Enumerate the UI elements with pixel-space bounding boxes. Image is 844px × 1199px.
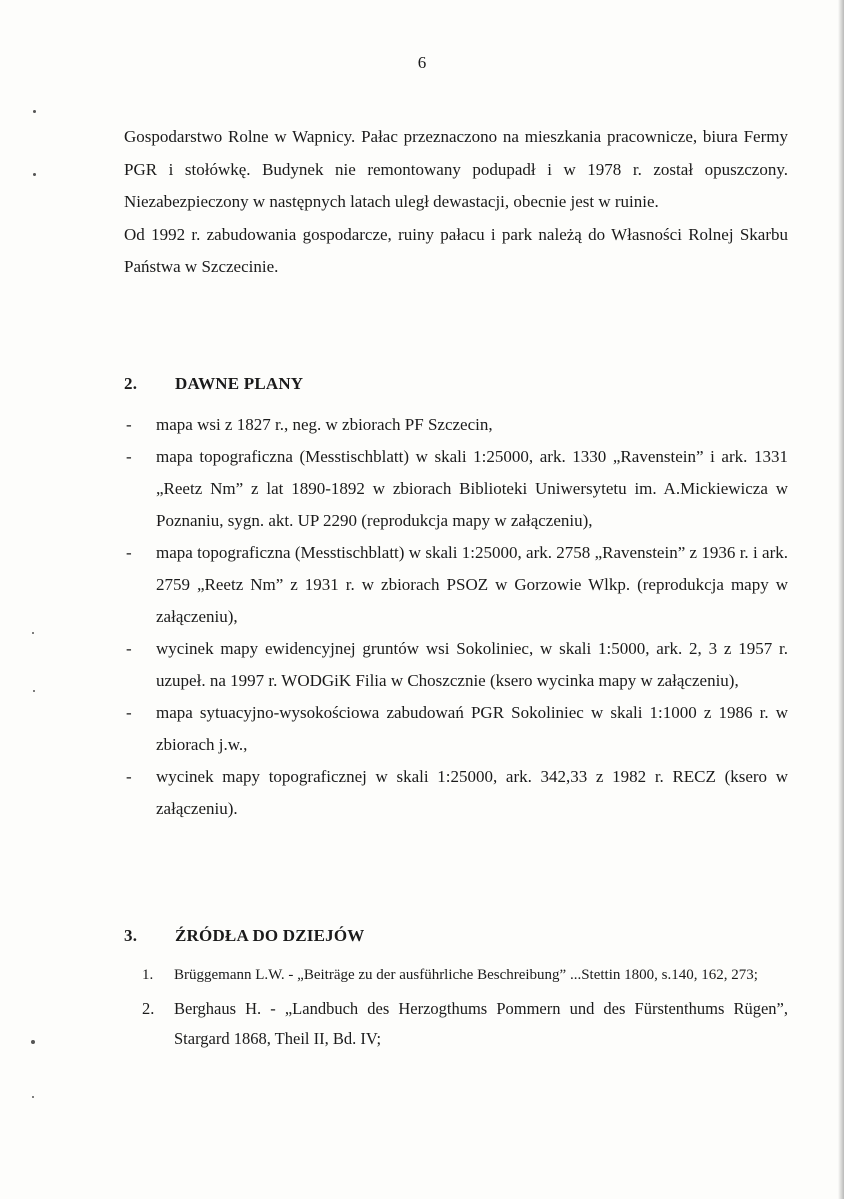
scan-speck <box>33 173 36 176</box>
list-item: - mapa topograficzna (Messtischblatt) w skali 1:25000, ark. 1330 „Ravenstein” i ark. 1331 „Reetz Nm” z lat 1890-1892 w zbiorach Biblioteki Uniwersytetu im. A.Mickiewicza w Poznaniu, sygn. akt. UP 2290 (reprodukcja mapy w załączeniu), <box>120 441 788 537</box>
section-number: 2. <box>124 374 138 393</box>
scan-speck <box>33 110 36 113</box>
source-text: Brüggemann L.W. - „Beiträge zu der ausführliche Beschreibung” ...Stettin 1800, s.140, 162, 273; <box>174 967 758 983</box>
section-heading-plans <box>124 374 303 394</box>
scan-edge-shadow <box>838 0 844 1199</box>
source-text: Berghaus H. - „Landbuch des Herzogthums Pommern und des Fürstenthums Rügen”, Stargard 1868, Theil II, Bd. IV; <box>174 999 788 1048</box>
source-number: 1. <box>142 967 154 983</box>
sources-list <box>124 960 788 1054</box>
scan-speck <box>33 690 35 692</box>
list-item: - mapa sytuacyjno-wysokościowa zabudowań PGR Sokoliniec w skali 1:1000 z 1986 r. w zbiorach j.w., <box>120 697 788 761</box>
list-item: - wycinek mapy ewidencyjnej gruntów wsi Sokoliniec, w skali 1:5000, ark. 2, 3 z 1957 r. uzupeł. na 1997 r. WODGiK Filia w Choszcznie (ksero wycinka mapy w załączeniu), <box>120 633 788 697</box>
scan-speck <box>32 632 34 634</box>
source-number: 2. <box>142 999 155 1018</box>
source-item <box>124 960 788 990</box>
list-item: - mapa topograficzna (Messtischblatt) w skali 1:25000, ark. 2758 „Ravenstein” z 1936 r. i ark. 2759 „Reetz Nm” z 1931 r. w zbiorach PSOZ w Gorzowie Wlkp. (reprodukcja mapy w załączeniu), <box>120 537 788 633</box>
intro-paragraph: Od 1992 r. zabudowania gospodarcze, ruiny pałacu i park należą do Własności Rolnej Skarbu Państwa w Szczecinie. <box>124 224 788 276</box>
section-title: ŹRÓDŁA DO DZIEJÓW <box>175 926 365 945</box>
scan-speck <box>31 1040 35 1044</box>
plans-list <box>120 409 788 825</box>
section-number: 3. <box>124 926 138 945</box>
list-item: - wycinek mapy topograficznej w skali 1:25000, ark. 342,33 z 1982 r. RECZ (ksero w załączeniu). <box>120 761 788 825</box>
section-title: DAWNE PLANY <box>175 374 304 393</box>
page-number: 6 <box>417 53 427 72</box>
list-item: - mapa wsi z 1827 r., neg. w zbiorach PF Szczecin, <box>120 409 788 441</box>
intro-text <box>124 121 788 284</box>
intro-paragraph: Gospodarstwo Rolne w Wapnicy. Pałac przeznaczono na mieszkania pracownicze, biura Fermy PGR i stołówkę. Budynek nie remontowany podupadł i w 1978 r. został opuszczony. Niezabezpieczony w następnych latach uległ dewastacji, obecnie jest w ruinie. <box>124 127 788 211</box>
section-heading-sources <box>124 926 365 946</box>
scan-speck <box>32 1096 34 1098</box>
source-item <box>124 994 788 1054</box>
